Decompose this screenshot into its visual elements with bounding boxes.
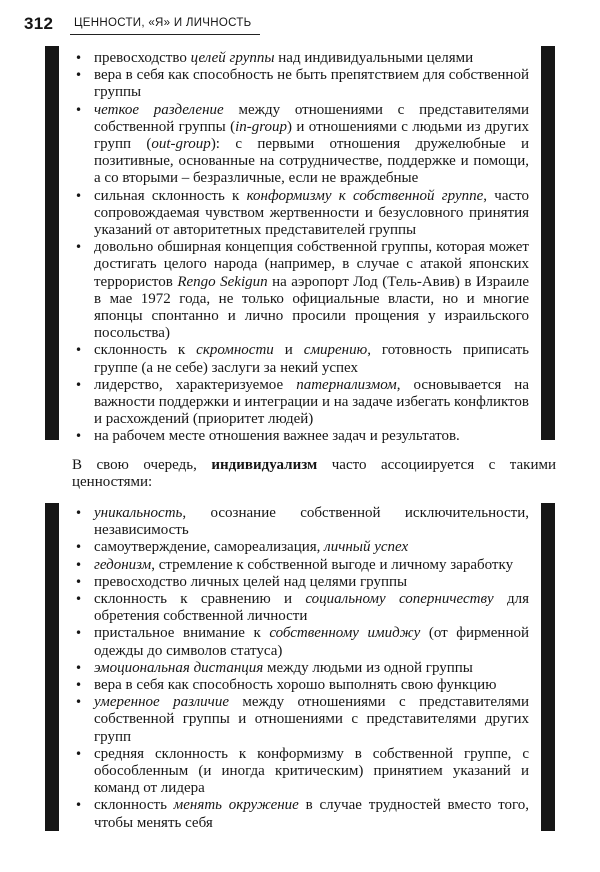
body-paragraph: В свою очередь, индивидуализм часто ассоциируется с такими ценностями: xyxy=(72,457,556,491)
list-item: • довольно обширная концепция собственной группы, которая может достигать целого народа (например, в случае с атакой японских террористов Rengo Sekigun на аэропорт Лод (Тель-Авив) в Израиле в мае 1972 года, не только официальные власти, но и многие японцы спонтанно и лично просили прощения у израильского посольства) xyxy=(73,239,529,342)
list-item: • склонность к скромности и смирению, готовность приписать группе (а не себе) заслуги за некий успех xyxy=(73,342,529,376)
list-item: • средняя склонность к конформизму в собственной группе, с обособленным (и иногда критическим) принятием указаний и команд от лидера xyxy=(73,746,529,798)
list-item: • лидерство, характеризуемое патернализмом, основывается на важности поддержки и интеграции и на задаче избегать конфликтов и расхождений (приоритет людей) xyxy=(73,377,529,429)
list-item: • уникальность, осознание собственной исключительности, независимость xyxy=(73,505,529,539)
running-title: ЦЕННОСТИ, «Я» И ЛИЧНОСТЬ xyxy=(74,17,252,29)
emphasized-term: индивидуализм xyxy=(211,457,318,473)
list-item: • сильная склонность к конформизму к собственной группе, часто сопровождаемая чувством жертвенности и безусловного принятия указаний от авторитетных представителей группы xyxy=(73,188,529,240)
left-margin-bar xyxy=(45,503,59,831)
list-item: • вера в себя как способность хорошо выполнять свою функцию xyxy=(73,677,529,694)
list-item: • эмоциональная дистанция между людьми из одной группы xyxy=(73,660,529,677)
right-margin-bar xyxy=(541,503,555,831)
list-item: • склонность к сравнению и социальному соперничеству для обретения собственной личности xyxy=(73,591,529,625)
left-margin-bar xyxy=(45,46,59,440)
page-number: 312 xyxy=(24,14,54,33)
collectivism-values-box xyxy=(45,46,555,445)
collectivism-values-list xyxy=(73,50,529,446)
individualism-values-box xyxy=(45,503,555,831)
list-item: • вера в себя как способность не быть препятствием для собственной группы xyxy=(73,67,529,101)
list-item: • склонность менять окружение в случае трудностей вместо того, чтобы менять себя xyxy=(73,797,529,831)
list-item: • гедонизм, стремление к собственной выгоде и личному заработку xyxy=(73,557,529,574)
list-item: • превосходство целей группы над индивидуальными целями xyxy=(73,50,529,67)
list-item: • самоутверждение, самореализация, личный успех xyxy=(73,539,529,556)
list-item: • на рабочем месте отношения важнее задач и результатов. xyxy=(73,428,529,445)
list-item: • превосходство личных целей над целями группы xyxy=(73,574,529,591)
running-head xyxy=(24,8,260,38)
list-item: • умеренное различие между отношениями с представителями собственной группы и отношениями с представителями других групп xyxy=(73,694,529,746)
individualism-values-list xyxy=(73,505,529,832)
header-rule xyxy=(70,34,260,35)
right-margin-bar xyxy=(541,46,555,440)
list-item: • пристальное внимание к собственному имиджу (от фирменной одежды до символов статуса) xyxy=(73,625,529,659)
list-item: • четкое разделение между отношениями с представителями собственной группы (in-group) и отношениями с людьми из других групп (out-group): с первыми отношения дружелюбные и позитивные, основанные на сотрудничестве, поддержке и помощи, а со вторыми – безразличные, если не враждебные xyxy=(73,102,529,188)
